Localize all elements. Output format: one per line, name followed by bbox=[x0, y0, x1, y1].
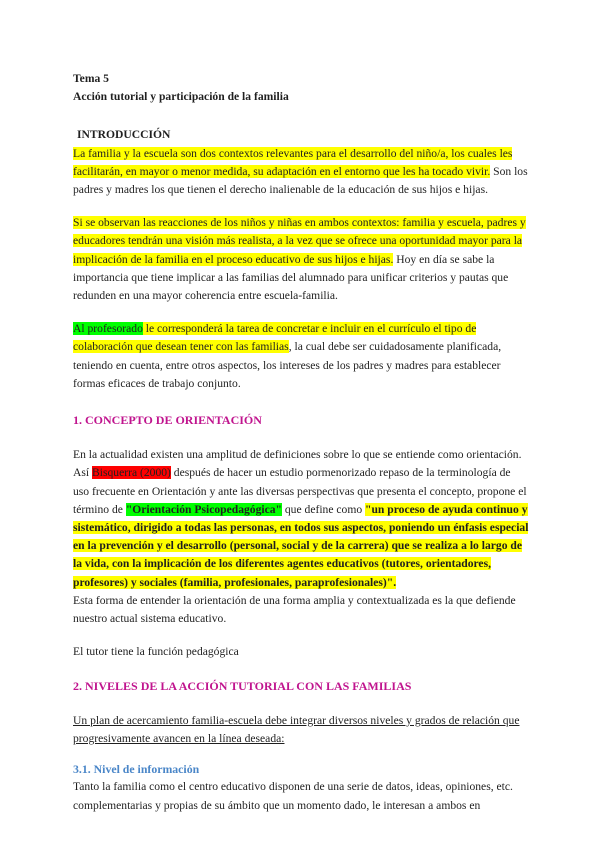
subsection-text: Tanto la familia como el centro educativo disponen de una serie de datos, ideas, opiniones, etc. complementarias y propias de su ámbito que un momento dado, le interesan a ambos en bbox=[73, 780, 513, 812]
section-1-heading: 1. CONCEPTO DE ORIENTACIÓN bbox=[73, 413, 262, 428]
paragraph-text: , la cual debe ser cuidadosamente planificada, teniendo en cuenta, entre otros aspectos, los intereses de los padres y madres para establecer formas eficaces de trabajo conjunto. bbox=[73, 340, 502, 390]
intro-paragraph-3 bbox=[73, 320, 529, 393]
intro-heading: INTRODUCCIÓN bbox=[77, 128, 171, 142]
highlight-yellow: Si se observan las reacciones de los niños y niñas en ambos contextos: familia y escuela, padres y educadores tendrán una visión más realista, a la vez que se ofrece una oportunidad mayor para la implicación de la familia en el proceso educativo de sus hijos e hijas. bbox=[73, 216, 526, 266]
paragraph-text: Son los padres y madres los que tienen el derecho inalienable de la educación de sus hijos e hijas. bbox=[73, 164, 528, 197]
highlight-green: Al profesorado bbox=[73, 322, 143, 336]
document-page bbox=[73, 70, 529, 815]
paragraph-text: que define como bbox=[281, 502, 366, 516]
paragraph-text: En la actualidad existen una amplitud de definiciones sobre lo que se entiende como orientación. Así bbox=[73, 448, 522, 480]
section-2-intro: Un plan de acercamiento familia-escuela debe integrar diversos niveles y grados de relación que progresivamente avancen en la línea deseada: bbox=[73, 713, 520, 745]
tutor-line: El tutor tiene la función pedagógica bbox=[73, 645, 239, 659]
section-2-heading: 2. NIVELES DE LA ACCIÓN TUTORIAL CON LAS FAMILIAS bbox=[73, 679, 412, 694]
section-1-paragraph bbox=[73, 446, 529, 592]
section-1-closing: Esta forma de entender la orientación de una forma amplia y contextualizada es la que defiende nuestro actual sistema educativo. bbox=[73, 593, 516, 626]
definition-highlight-yellow: "un proceso de ayuda continuo y sistemático, dirigido a todas las personas, en todos sus aspectos, poniendo un énfasis especial en la prevención y el desarrollo (personal, social y de la carrera) que se realiza a lo largo de la vida, con la implicación de los diferentes agentes educativos (tutores, orientadores, profesores) y sociales (familia, profesionales, paraprofesionales)". bbox=[73, 502, 529, 589]
document-title: Acción tutorial y participación de la familia bbox=[73, 90, 289, 104]
paragraph-text: Hoy en día se sabe la importancia que tiene implicar a las familias del alumnado para unificar criterios y pautas que redunden en una mayor coherencia entre escuela-familia. bbox=[73, 252, 509, 303]
subsection-heading: 3.1. Nivel de información bbox=[73, 762, 200, 777]
topic-number: Tema 5 bbox=[73, 72, 109, 85]
citation-highlight-red: Bisquerra (2000) bbox=[92, 466, 171, 480]
intro-paragraph-2 bbox=[73, 214, 529, 305]
intro-paragraph-1 bbox=[73, 145, 529, 200]
highlight-yellow: le corresponderá la tarea de concretar e incluir en el currículo el tipo de colaboración que desean tener con las familias bbox=[73, 322, 477, 354]
term-highlight-green: "Orientación Psicopedagógica" bbox=[125, 502, 282, 516]
highlight-yellow: La familia y la escuela son dos contextos relevantes para el desarrollo del niño/a, los cuales les facilitarán, en mayor o menor medida, su adaptación en el entorno que les ha tocado vivir. bbox=[73, 146, 513, 178]
paragraph-text: después de hacer un estudio pormenorizado repaso de la terminología de uso frecuente en Orientación y ante las diversas perspectivas que presenta el concepto, propone el término de bbox=[73, 466, 527, 516]
